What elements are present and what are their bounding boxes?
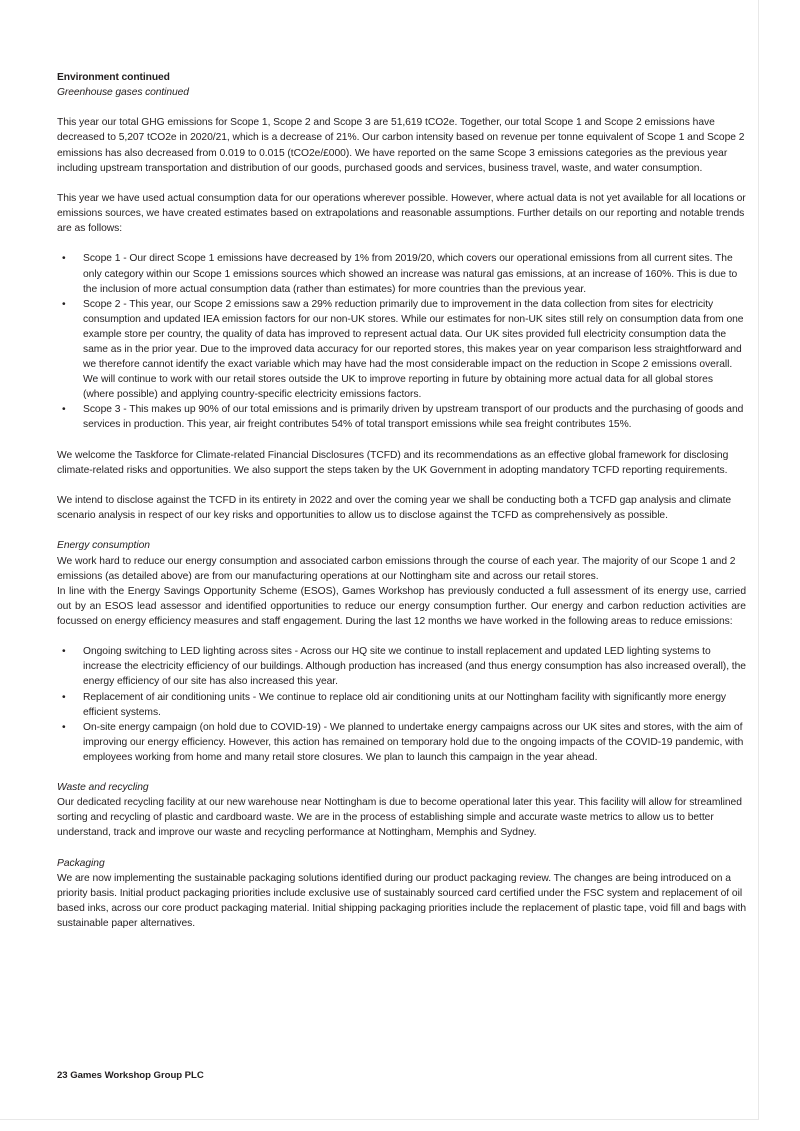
page-content bbox=[57, 71, 746, 931]
list-item: • Ongoing switching to LED lighting across sites - Across our HQ site we continue to install replacement and updated LED lighting systems to increase the electricity efficiency of our buildings. Although production has increased (and thus energy consumption has also increased overall), the energy efficiency of our site has also increased this year. bbox=[62, 644, 746, 689]
list-item: • Replacement of air conditioning units - We continue to replace old air conditioning units at our Nottingham facility with significantly more energy efficient systems. bbox=[62, 690, 746, 720]
spacer bbox=[57, 841, 746, 856]
energy-consumption-paragraph-1: We work hard to reduce our energy consumption and associated carbon emissions through the course of each year. The majority of our Scope 1 and 2 emissions (as detailed above) are from our manufacturing operations at our Nottingham site and across our retail stores. bbox=[57, 555, 736, 582]
spacer bbox=[57, 478, 746, 493]
spacer bbox=[57, 100, 746, 115]
spacer bbox=[57, 176, 746, 191]
page-title: Environment continued bbox=[57, 72, 170, 83]
waste-recycling-paragraph-1: Our dedicated recycling facility at our new warehouse near Nottingham is due to become operational later this year. This facility will allow for streamlined sorting and recycling of plastic and cardboard waste. We are in the process of establishing simple and accurate waste metrics to allow us to better understand, track and improve our waste and recycling performance at Nottingham, Memphis and Sydney. bbox=[57, 797, 742, 839]
scope-bullet-list bbox=[57, 251, 746, 432]
packaging-heading: Packaging bbox=[57, 857, 105, 869]
spacer bbox=[57, 765, 746, 780]
spacer bbox=[57, 236, 746, 251]
spacer bbox=[57, 523, 746, 538]
intro-paragraph-1: This year our total GHG emissions for Scope 1, Scope 2 and Scope 3 are 51,619 tCO2e. Together, our total Scope 1 and Scope 2 emissions have decreased to 5,207 tCO2e in 2020/21, which is a decrease of 21%. Our carbon intensity based on revenue per tonne equivalent of Scope 1 and Scope 2 emissions has also decreased from 0.019 to 0.015 (tCO2e/£000). We have reported on the same Scope 3 emissions categories as the previous year including upstream transportation and distribution of our goods, purchased goods and services, business travel, waste, and water consumption. bbox=[57, 117, 745, 174]
energy-bullet-list bbox=[57, 644, 746, 765]
tcfd-paragraph-2: We intend to disclose against the TCFD in its entirety in 2022 and over the coming year we shall be conducting both a TCFD gap analysis and climate scenario analysis in respect of our key risks and opportunities to allow us to disclose against the TCFD as comprehensively as possible. bbox=[57, 495, 732, 522]
list-item: • On-site energy campaign (on hold due to COVID-19) - We planned to undertake energy campaigns across our UK sites and stores, with the aim of improving our energy efficiency. However, this action has remained on temporary hold due to the ongoing impacts of the COVID-19 pandemic, with employees working from home and many retail store closures. We plan to launch this campaign in the year ahead. bbox=[62, 720, 746, 765]
packaging-paragraph-1: We are now implementing the sustainable packaging solutions identified during our product packaging review. The changes are being introduced on a priority basis. Initial product packaging priorities include exclusive use of sustainably sourced card certified under the FSC system and replacement of oil based inks, across our core product packaging material. Initial shipping packaging priorities include the replacement of plastic tape, void fill and bags with sustainable paper alternatives. bbox=[57, 872, 747, 930]
list-item: • Scope 3 - This makes up 90% of our total emissions and is primarily driven by upstream transport of our products and the purchasing of goods and services in production. This year, air freight contributes 54% of total transport emissions while sea freight contributes 15%. bbox=[62, 402, 746, 432]
spacer bbox=[57, 629, 746, 644]
list-item: • Scope 2 - This year, our Scope 2 emissions saw a 29% reduction primarily due to improvement in the data collection from sites for electricity consumption and updated IEA emission factors for our non-UK stores. While our estimates for non-UK sites still rely on consumption data from one example store per country, the quality of data has improved to represent actual data. Our UK sites provided full electricity consumption data the same as in the prior year. Due to the improved data accuracy for our reported stores, this makes year on year comparison less straightforward and we therefore cannot identify the exact variable which may have had the most considerable impact on the reduction in Scope 2 emissions overall. We will continue to work with our retail stores outside the UK to improve reporting in future by obtaining more actual data for all global stores (where possible) and applying country-specific electricity emissions factors. bbox=[62, 297, 746, 403]
page-subtitle: Greenhouse gases continued bbox=[57, 86, 189, 98]
energy-consumption-heading: Energy consumption bbox=[57, 540, 150, 552]
energy-consumption-paragraph-2: In line with the Energy Savings Opportunity Scheme (ESOS), Games Workshop has previously conducted a full assessment of its energy use, carried out by an ESOS lead assessor and identified opportunities to reduce our energy consumption further. Our energy and carbon reduction activities are focussed on energy efficiency measures and staff engagement. During the last 12 months we have worked in the following areas to reduce emissions: bbox=[57, 585, 746, 627]
list-item: • Scope 1 - Our direct Scope 1 emissions have decreased by 1% from 2019/20, which covers our operational emissions from all current sites. The only category within our Scope 1 emissions sources which showed an increase was natural gas emissions, at an increase of 160%. This is due to the inclusion of more actual consumption data (rather than estimates) for more countries than the previous year. bbox=[62, 251, 746, 296]
intro-paragraph-2: This year we have used actual consumption data for our operations wherever possible. However, where actual data is not yet available for all locations or emissions sources, we have created estimates based on extrapolations and reasonable assumptions. Further details on our reporting and notable trends are as follows: bbox=[57, 192, 746, 235]
page-footer: 23 Games Workshop Group PLC bbox=[57, 1070, 204, 1081]
tcfd-paragraph-1: We welcome the Taskforce for Climate-related Financial Disclosures (TCFD) and its recommendations as an effective global framework for disclosing climate-related risks and opportunities. We also support the steps taken by the UK Government in adopting mandatory TCFD reporting requirements. bbox=[57, 449, 729, 476]
spacer bbox=[57, 433, 746, 448]
waste-recycling-heading: Waste and recycling bbox=[57, 782, 149, 794]
